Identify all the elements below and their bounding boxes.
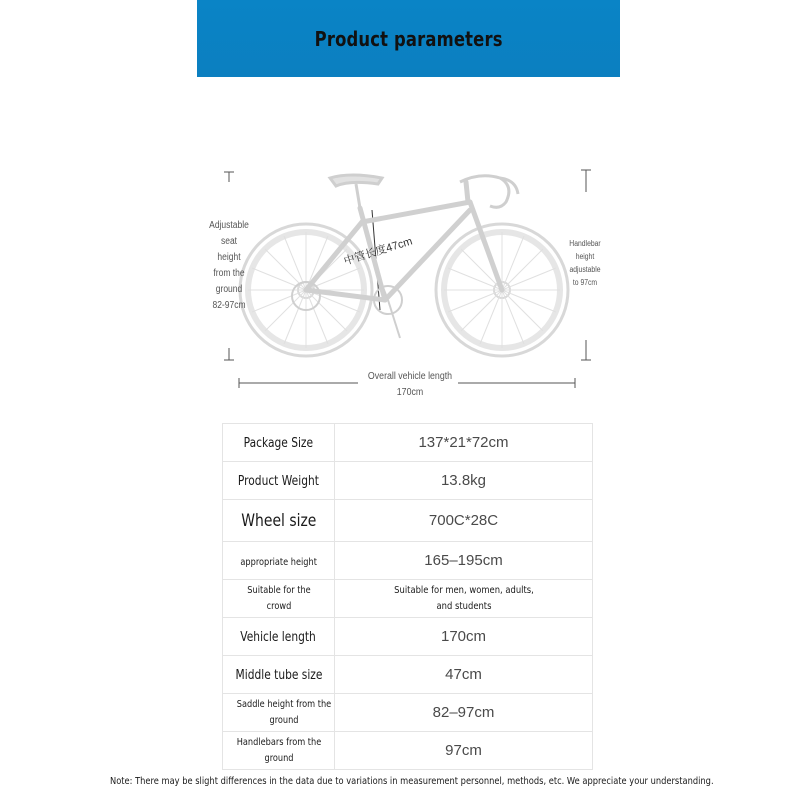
param-value-text: 700C*28C [428, 511, 499, 529]
param-value-text: 165–195cm [424, 551, 503, 569]
param-value-text: 97cm [445, 741, 482, 759]
param-name [223, 462, 335, 500]
table-row [223, 462, 593, 500]
seat-label-line: seat [220, 236, 238, 247]
table-row [223, 694, 593, 732]
param-value [335, 618, 593, 656]
param-key-text: Product Weight [237, 473, 319, 489]
param-name [223, 580, 335, 618]
length-label-line: 170cm [396, 387, 424, 398]
param-key-text: Vehicle length [240, 629, 317, 645]
handlebar-height-label [565, 237, 606, 289]
table-row [223, 580, 593, 618]
param-value [335, 462, 593, 500]
handlebar-label-line: to 97cm [572, 278, 598, 287]
param-name [223, 542, 335, 580]
param-key-text: Middle tube size [235, 667, 322, 683]
param-key-text: Saddle height from the ground [236, 698, 332, 726]
table-row [223, 500, 593, 542]
seat-label-line: Adjustable [209, 220, 249, 231]
param-value [335, 694, 593, 732]
param-value [335, 542, 593, 580]
handlebar-label-line: adjustable [569, 265, 601, 274]
table-row [223, 542, 593, 580]
param-value [335, 656, 593, 694]
param-value [335, 500, 593, 542]
page-title: Product parameters [314, 26, 503, 51]
param-value-text: 137*21*72cm [418, 433, 509, 451]
table-row [223, 618, 593, 656]
param-key-text: Wheel size [240, 510, 317, 531]
param-value-text: 13.8kg [440, 471, 487, 489]
param-key-text: appropriate height [240, 556, 317, 568]
param-name [223, 500, 335, 542]
param-value [335, 732, 593, 770]
length-label-line: Overall vehicle length [367, 371, 453, 382]
param-key-text: Package Size [243, 435, 314, 451]
middle-tube-label: 中管长度47cm [342, 235, 414, 268]
bike-diagram [0, 150, 800, 410]
table-row [223, 656, 593, 694]
handlebar-label-line: Handlebar [569, 239, 601, 248]
param-name [223, 656, 335, 694]
param-name [223, 732, 335, 770]
param-value-text: 170cm [440, 627, 487, 645]
handlebar-label-line: height [575, 252, 595, 261]
param-value-text: 82–97cm [432, 703, 495, 721]
param-value [335, 424, 593, 462]
seat-label-line: from the [213, 268, 245, 279]
seat-label-line: ground [215, 284, 243, 295]
bike-parts [292, 175, 518, 338]
param-key-text: Handlebars from the ground [236, 736, 321, 764]
param-name [223, 694, 335, 732]
param-name [223, 424, 335, 462]
disclaimer-note: Note: There may be slight differences in the data due to variations in measurement personnel, methods, etc. We appreciate your understanding. [110, 776, 714, 787]
seat-label-line: height [217, 252, 241, 263]
table-row [223, 424, 593, 462]
param-key-text: Suitable for the crowd [246, 584, 311, 612]
param-name [223, 618, 335, 656]
parameters-table [222, 423, 593, 770]
header-banner [197, 0, 620, 77]
overall-length-label [357, 369, 463, 401]
param-value-text: 47cm [445, 665, 482, 683]
seat-label-line: 82-97cm [212, 300, 246, 311]
table-row [223, 732, 593, 770]
param-value-text: Suitable for men, women, adults, and students [393, 584, 534, 612]
param-value [335, 580, 593, 618]
seat-height-label [204, 218, 253, 314]
